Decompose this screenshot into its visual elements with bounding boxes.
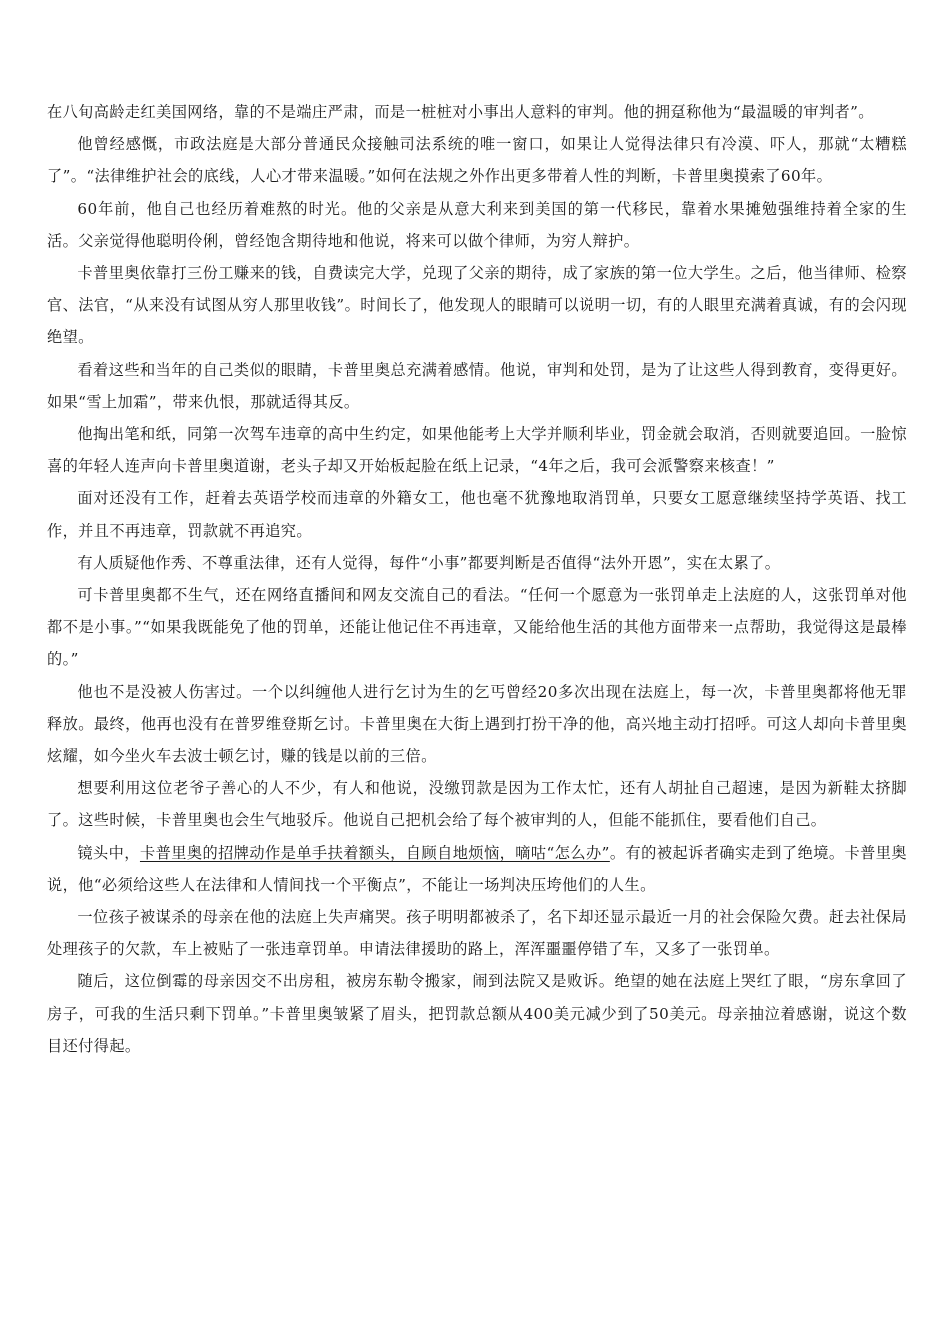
paragraph-7: 面对还没有工作，赶着去英语学校而违章的外籍女工，他也毫不犹豫地取消罚单，只要女工愿意继续坚持学英语、找工作，并且不再违章，罚款就不再追究。 xyxy=(47,489,907,540)
paragraph-1: 在八旬高龄走红美国网络，靠的不是端庄严肃，而是一桩桩对小事出人意料的审判。他的拥趸称他为“最温暖的审判者”。 xyxy=(47,103,874,121)
paragraph-12-lead: 镜头中， xyxy=(77,843,140,862)
article-body xyxy=(47,96,907,1062)
paragraph-12 xyxy=(47,837,907,901)
paragraph-13: 一位孩子被谋杀的母亲在他的法庭上失声痛哭。孩子明明都被杀了，名下却还显示最近一月的社会保险欠费。赶去社保局处理孩子的欠款，车上被贴了一张违章罚单。申请法律援助的路上，浑浑噩噩停错了车，又多了一张罚单。 xyxy=(47,908,907,959)
paragraph-5: 看着这些和当年的自己类似的眼睛，卡普里奥总充满着感情。他说，审判和处罚，是为了让这些人得到教育，变得更好。如果“雪上加霜”，带来仇恨，那就适得其反。 xyxy=(47,360,907,411)
paragraph-3: 60年前，他自己也经历着难熬的时光。他的父亲是从意大利来到美国的第一代移民，靠着水果摊勉强维持着全家的生活。父亲觉得他聪明伶俐，曾经饱含期待地和他说，将来可以做个律师，为穷人辩护。 xyxy=(47,199,907,250)
paragraph-2: 他曾经感慨，市政法庭是大部分普通民众接触司法系统的唯一窗口，如果让人觉得法律只有冷漠、吓人，那就“太糟糕了”。“法律维护社会的底线，人心才带来温暖。”如何在法规之外作出更多带着人性的判断，卡普里奥摸索了60年。 xyxy=(47,135,907,186)
paragraph-4: 卡普里奥依靠打三份工赚来的钱，自费读完大学，兑现了父亲的期待，成了家族的第一位大学生。之后，他当律师、检察官、法官，“从来没有试图从穷人那里收钱”。时间长了，他发现人的眼睛可以说明一切，有的人眼里充满着真诚，有的会闪现绝望。 xyxy=(47,264,907,347)
paragraph-9: 可卡普里奥都不生气，还在网络直播间和网友交流自己的看法。“任何一个愿意为一张罚单走上法庭的人，这张罚单对他都不是小事。”“如果我既能免了他的罚单，还能让他记住不再违章，又能给他生活的其他方面带来一点帮助，我觉得这是最棒的。” xyxy=(47,586,907,669)
paragraph-6: 他掏出笔和纸，同第一次驾车违章的高中生约定，如果他能考上大学并顺利毕业，罚金就会取消，否则就要追回。一脸惊喜的年轻人连声向卡普里奥道谢，老头子却又开始板起脸在纸上记录，“4年之后，我可会派警察来核查！” xyxy=(47,425,907,476)
paragraph-10: 他也不是没被人伤害过。一个以纠缠他人进行乞讨为生的乞丐曾经20多次出现在法庭上，每一次，卡普里奥都将他无罪释放。最终，他再也没有在普罗维登斯乞讨。卡普里奥在大街上遇到打扮干净的他，高兴地主动打招呼。可这人却向卡普里奥炫耀，如今坐火车去波士顿乞讨，赚的钱是以前的三倍。 xyxy=(47,682,907,766)
paragraph-8: 有人质疑他作秀、不尊重法律，还有人觉得，每件“小事”都要判断是否值得“法外开恩”，实在太累了。 xyxy=(77,553,781,572)
paragraph-12-rest: 。有的被起诉者确实走到了绝境。卡普里奥说，他“必须给这些人在法律和人情间找一个平衡点”，不能让一场判决压垮他们的人生。 xyxy=(47,843,907,894)
paragraph-11: 想要利用这位老爷子善心的人不少，有人和他说，没缴罚款是因为工作太忙，还有人胡扯自己超速，是因为新鞋太挤脚了。这些时候，卡普里奥也会生气地驳斥。他说自己把机会给了每个被审判的人，但能不能抓住，要看他们自己。 xyxy=(47,779,907,830)
paragraph-14: 随后，这位倒霉的母亲因交不出房租，被房东勒令搬家，闹到法院又是败诉。绝望的她在法庭上哭红了眼，“房东拿回了房子，可我的生活只剩下罚单。”卡普里奥皱紧了眉头，把罚款总额从400美元减少到了50美元。母亲抽泣着感谢，说这个数目还付得起。 xyxy=(47,972,907,1055)
underlined-sentence: 卡普里奥的招牌动作是单手扶着额头，自顾自地烦恼，嘀咕“怎么办” xyxy=(139,843,610,862)
